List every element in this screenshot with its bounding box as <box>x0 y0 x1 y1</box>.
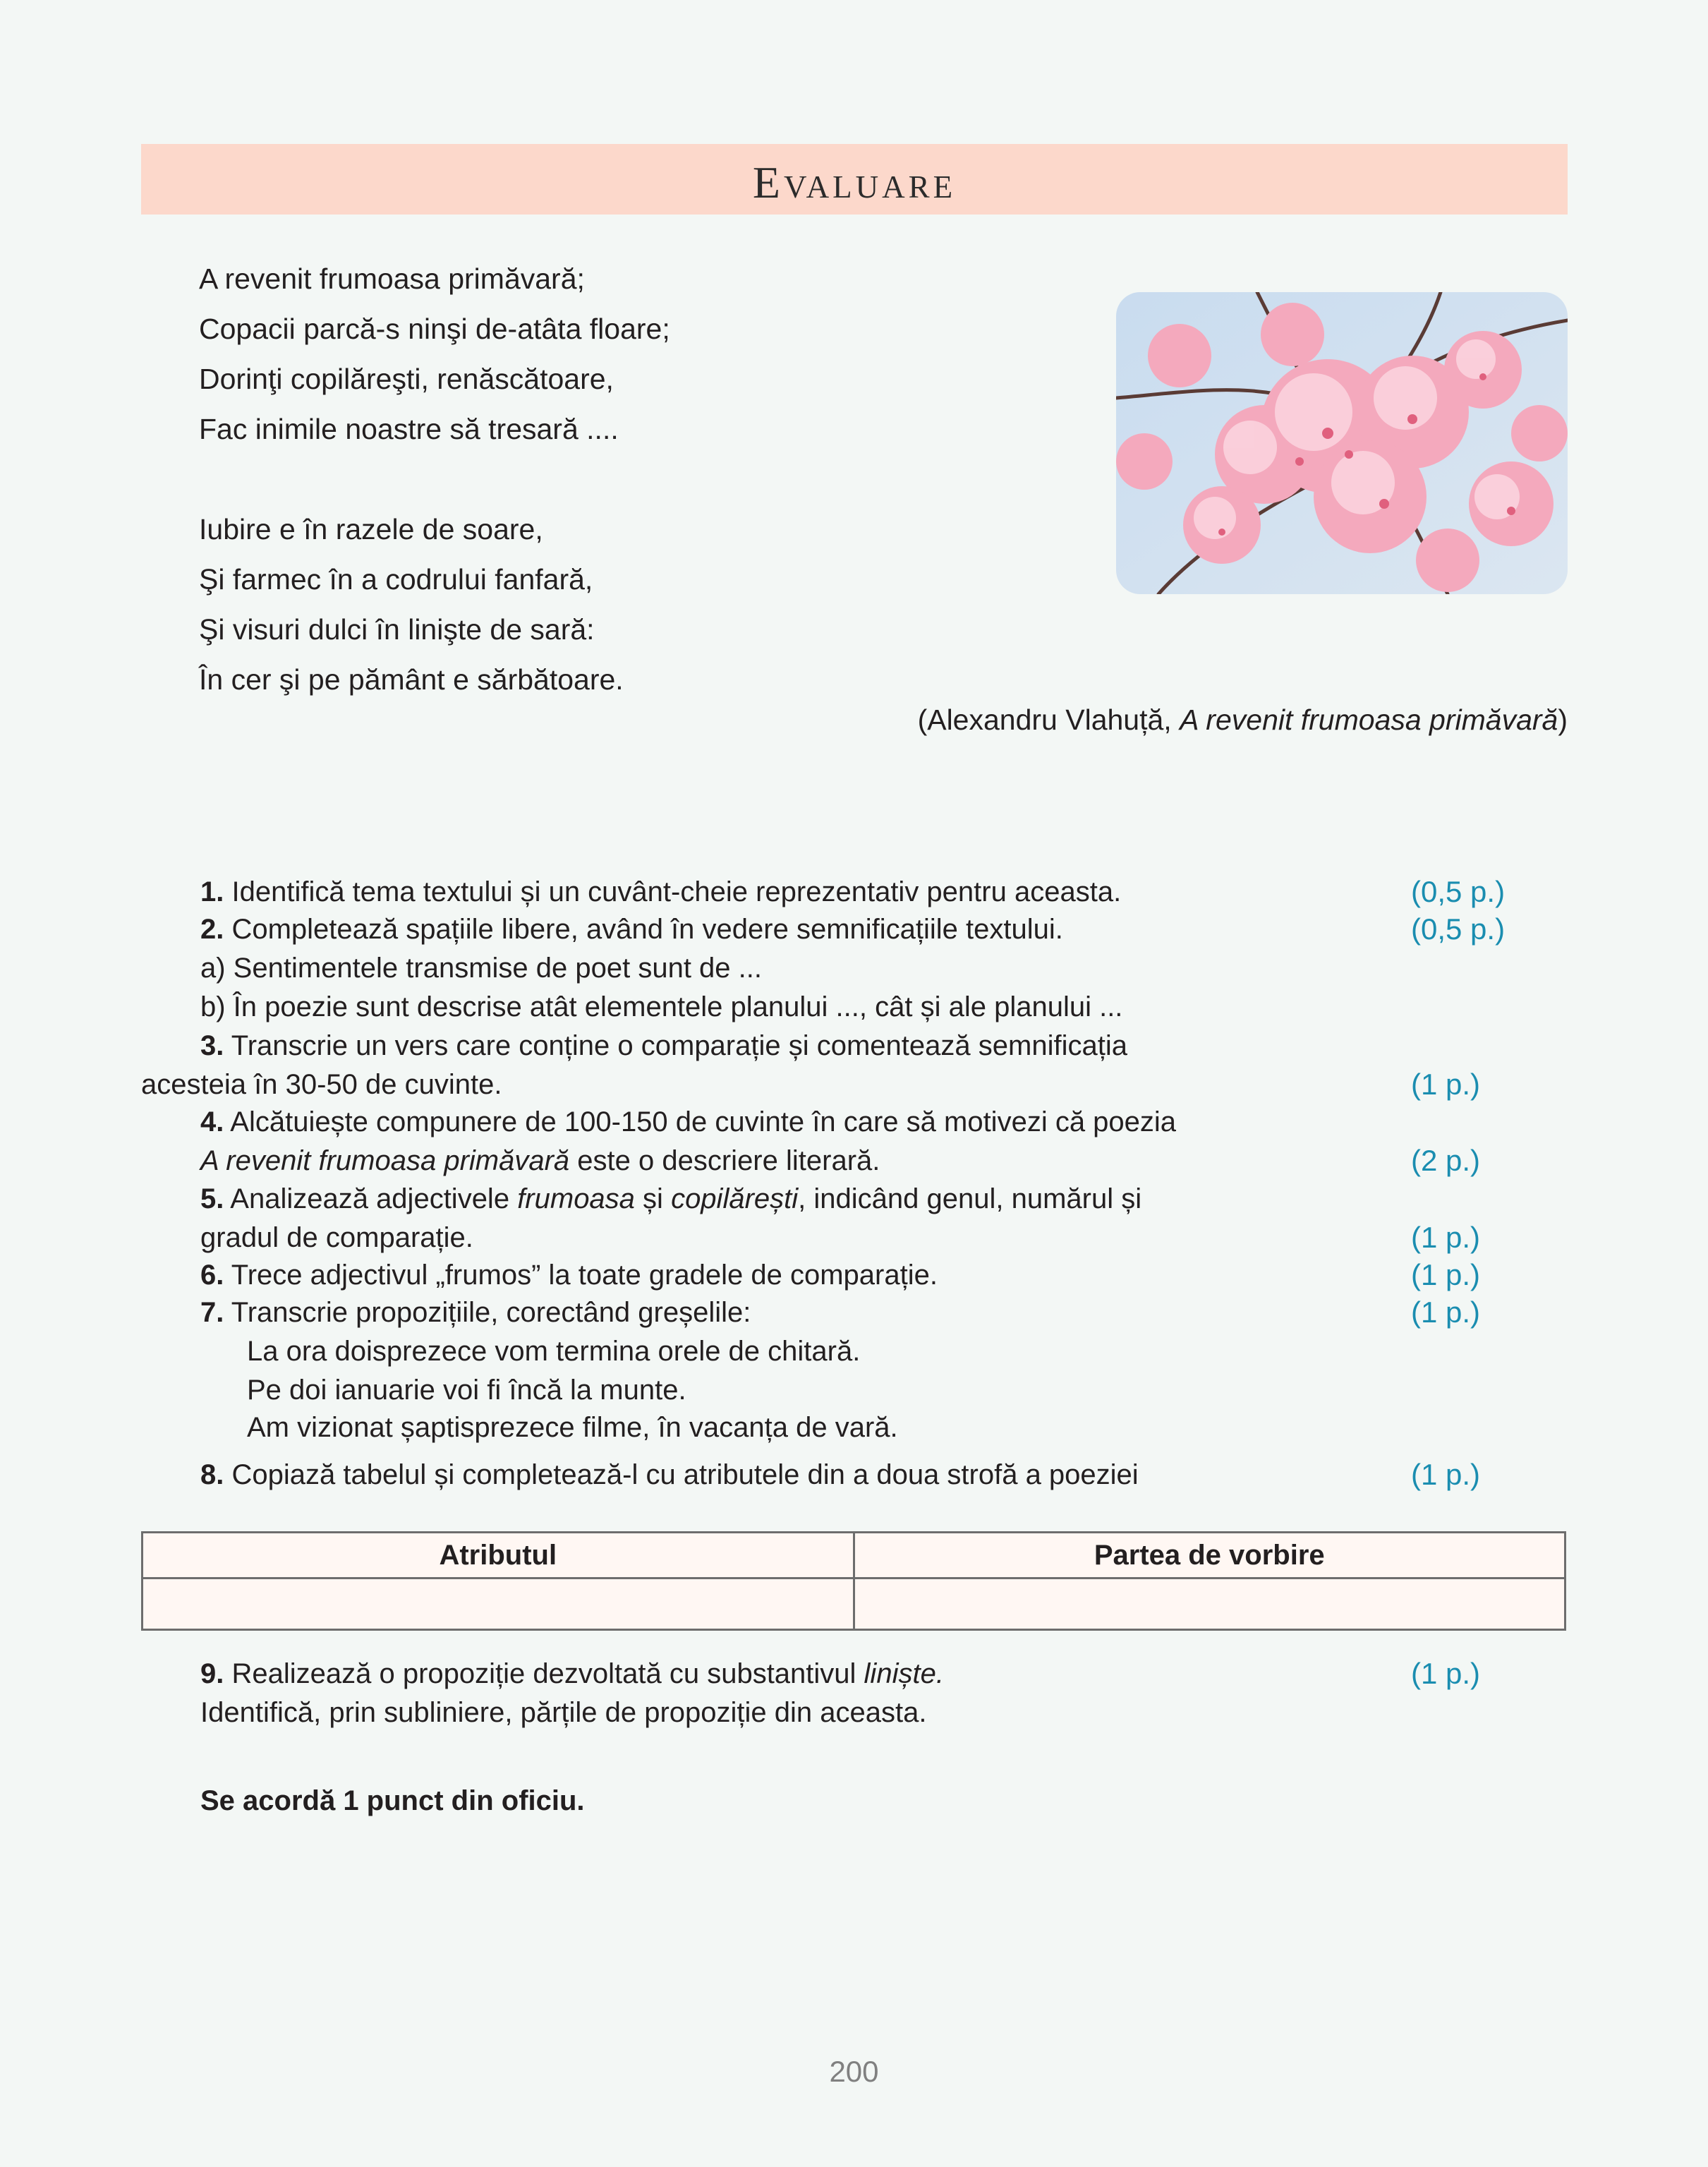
points-q9: (1 p.) <box>1411 1657 1481 1690</box>
table-cell <box>854 1579 1565 1630</box>
question-1: 1. Identifică tema textului și un cuvânt-cheie reprezentativ pentru aceasta. <box>200 876 1122 907</box>
points-q3: (1 p.) <box>1411 1068 1481 1101</box>
question-6: 6. Trece adjectivul „frumos” la toate gradele de comparație. <box>200 1260 938 1291</box>
question-2b: b) În poezie sunt descrise atât elementele planului ..., cât și ale planului ... <box>200 991 1123 1022</box>
question-5: 5. Analizează adjectivele frumoasa și copilărești, indicând genul, numărul și <box>200 1183 1142 1214</box>
question-3: 3. Transcrie un vers care conține o comparație și comentează semnificația <box>200 1030 1127 1061</box>
cherry-blossom-image <box>1116 292 1568 594</box>
points-q2: (0,5 p.) <box>1411 912 1506 946</box>
poem <box>199 254 670 705</box>
sentence-2: Pe doi ianuarie voi fi încă la munte. <box>247 1375 686 1406</box>
points-q8: (1 p.) <box>1411 1458 1481 1491</box>
question-7: 7. Transcrie propozițiile, corectând greșelile: <box>200 1297 751 1328</box>
question-5-cont: gradul de comparație. <box>200 1222 473 1253</box>
bonus-point-note: Se acordă 1 punct din oficiu. <box>200 1785 585 1816</box>
question-4-cont: A revenit frumoasa primăvară este o descriere literară. <box>200 1145 880 1176</box>
question-8: 8. Copiază tabelul și completează-l cu atributele din a doua strofă a poeziei <box>200 1459 1139 1490</box>
question-4: 4. Alcătuiește compunere de 100-150 de cuvinte în care să motivezi că poezia <box>200 1106 1177 1137</box>
poem-line: Dorinţi copilăreşti, renăscătoare, <box>199 363 614 395</box>
page-title: Evaluare <box>752 157 957 207</box>
question-9-cont: Identifică, prin subliniere, părțile de propoziție din aceasta. <box>200 1697 927 1728</box>
sentence-1: La ora doisprezece vom termina orele de chitară. <box>247 1336 861 1367</box>
table-header-part-of-speech: Partea de vorbire <box>854 1533 1565 1579</box>
page-number: 200 <box>829 2055 879 2088</box>
points-q1: (0,5 p.) <box>1411 875 1506 908</box>
question-3-cont: acesteia în 30-50 de cuvinte. <box>141 1069 502 1100</box>
question-9: 9. Realizează o propoziție dezvoltată cu substantivul liniște. <box>200 1658 944 1689</box>
table-header-attribute: Atributul <box>143 1533 854 1579</box>
points-q7: (1 p.) <box>1411 1296 1481 1329</box>
header-band <box>141 144 1568 215</box>
sentence-3: Am vizionat șaptisprezece filme, în vacanța de vară. <box>247 1412 898 1443</box>
question-2: 2. Completează spațiile libere, având în vedere semnificațiile textului. <box>200 914 1063 945</box>
poem-source: (Alexandru Vlahuță, A revenit frumoasa primăvară) <box>917 704 1568 736</box>
table-cell <box>143 1579 854 1630</box>
poem-line: Copacii parcă-s ninşi de-atâta floare; <box>199 313 670 345</box>
question-2a: a) Sentimentele transmise de poet sunt de ... <box>200 953 762 984</box>
poem-line: Fac inimile noastre să tresară .... <box>199 413 619 445</box>
poem-line: Iubire e în razele de soare, <box>199 513 543 545</box>
points-q6: (1 p.) <box>1411 1258 1481 1291</box>
poem-line: În cer şi pe pământ e sărbătoare. <box>199 663 624 696</box>
attribute-table <box>141 1531 1566 1631</box>
poem-line: Şi farmec în a codrului fanfară, <box>199 563 593 596</box>
points-q4: (2 p.) <box>1411 1144 1481 1177</box>
poem-line: A revenit frumoasa primăvară; <box>199 262 585 295</box>
points-q5: (1 p.) <box>1411 1221 1481 1254</box>
poem-line: Şi visuri dulci în linişte de sară: <box>199 613 595 646</box>
